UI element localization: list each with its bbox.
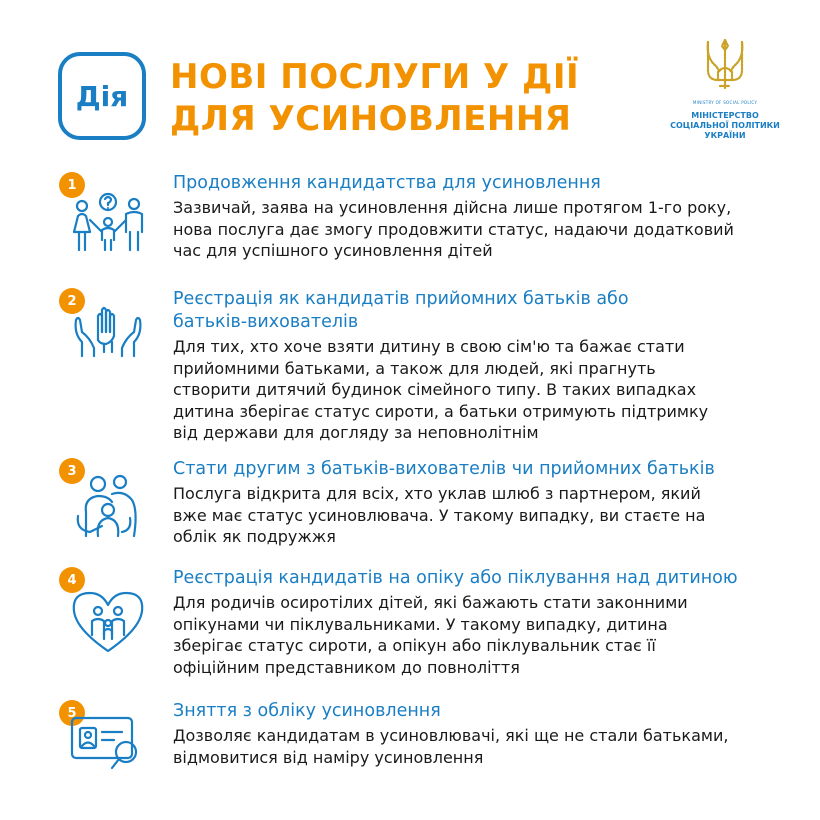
item-content xyxy=(173,567,793,678)
item-title: Зняття з обліку усиновлення xyxy=(173,701,441,721)
item-description: Послуга відкрита для всіх, хто уклав шлюб з партнером, який вже має статус усиновлювача. У такому випадку, ви стаєте на облік як подружжя xyxy=(173,484,706,546)
item-number-badge: 5 xyxy=(59,700,85,726)
diia-logo xyxy=(58,52,146,140)
item-description: Зазвичай, заява на усиновлення дійсна лише протягом 1-го року, нова послуга дає змогу продовжити статус, надаючи додатковий час для успішного усиновлення дітей xyxy=(173,198,734,260)
title-line-2: ДЛЯ УСИНОВЛЕННЯ xyxy=(170,99,572,139)
item-number-badge: 1 xyxy=(59,172,85,198)
family-question-icon xyxy=(68,192,148,254)
logo-text: Дія xyxy=(75,79,129,113)
page-title xyxy=(170,56,579,140)
title-line-1: НОВІ ПОСЛУГИ У ДІЇ xyxy=(170,57,580,97)
item-title: Стати другим з батьків-вихователів чи прийомних батьків xyxy=(173,459,715,479)
item-number-badge: 2 xyxy=(59,288,85,314)
item-title: Продовження кандидатства для усиновлення xyxy=(173,173,601,193)
item-content xyxy=(173,288,793,444)
item-content xyxy=(173,172,793,262)
id-card-search-icon xyxy=(68,714,154,776)
item-content xyxy=(173,700,793,768)
trident-emblem-icon xyxy=(702,36,748,92)
ministry-name-line-3: УКРАЇНИ xyxy=(704,131,746,140)
ministry-name-line-1: МІНІСТЕРСТВО xyxy=(691,111,759,120)
item-number-badge: 3 xyxy=(59,458,85,484)
item-number-badge: 4 xyxy=(59,567,85,593)
item-description: Дозволяє кандидатам в усиновлювачі, які ще не стали батьками, відмовитися від наміру усиновлення xyxy=(173,726,729,767)
item-description: Для родичів осиротілих дітей, які бажають стати законними опікунами чи піклувальниками. У такому випадку, дитина зберігає статус сироти, а опікун або піклувальник стає її офіційним представником до повноліття xyxy=(173,593,688,677)
heart-family-icon xyxy=(68,589,148,655)
ministry-logo xyxy=(670,36,780,141)
item-description: Для тих, хто хоче взяти дитину в свою сім'ю та бажає стати прийомними батьками, а також для людей, які прагнуть створити дитячий будинок сімейного типу. В таких випадках дитина зберігає статус сироти, а батьки отримують підтримку від держави для догляду за неповнолітнім xyxy=(173,337,709,442)
ministry-small-caption: MINISTRY OF SOCIAL POLICY xyxy=(692,100,758,105)
ministry-name xyxy=(670,111,780,141)
holding-hands-icon xyxy=(68,302,148,360)
ministry-name-line-2: СОЦІАЛЬНОЇ ПОЛІТИКИ xyxy=(670,121,780,130)
item-title: Реєстрація як кандидатів прийомних батьків або батьків-вихователів xyxy=(173,289,629,332)
embracing-family-icon xyxy=(68,472,148,542)
item-title: Реєстрація кандидатів на опіку або піклування над дитиною xyxy=(173,568,738,588)
item-content xyxy=(173,458,793,548)
